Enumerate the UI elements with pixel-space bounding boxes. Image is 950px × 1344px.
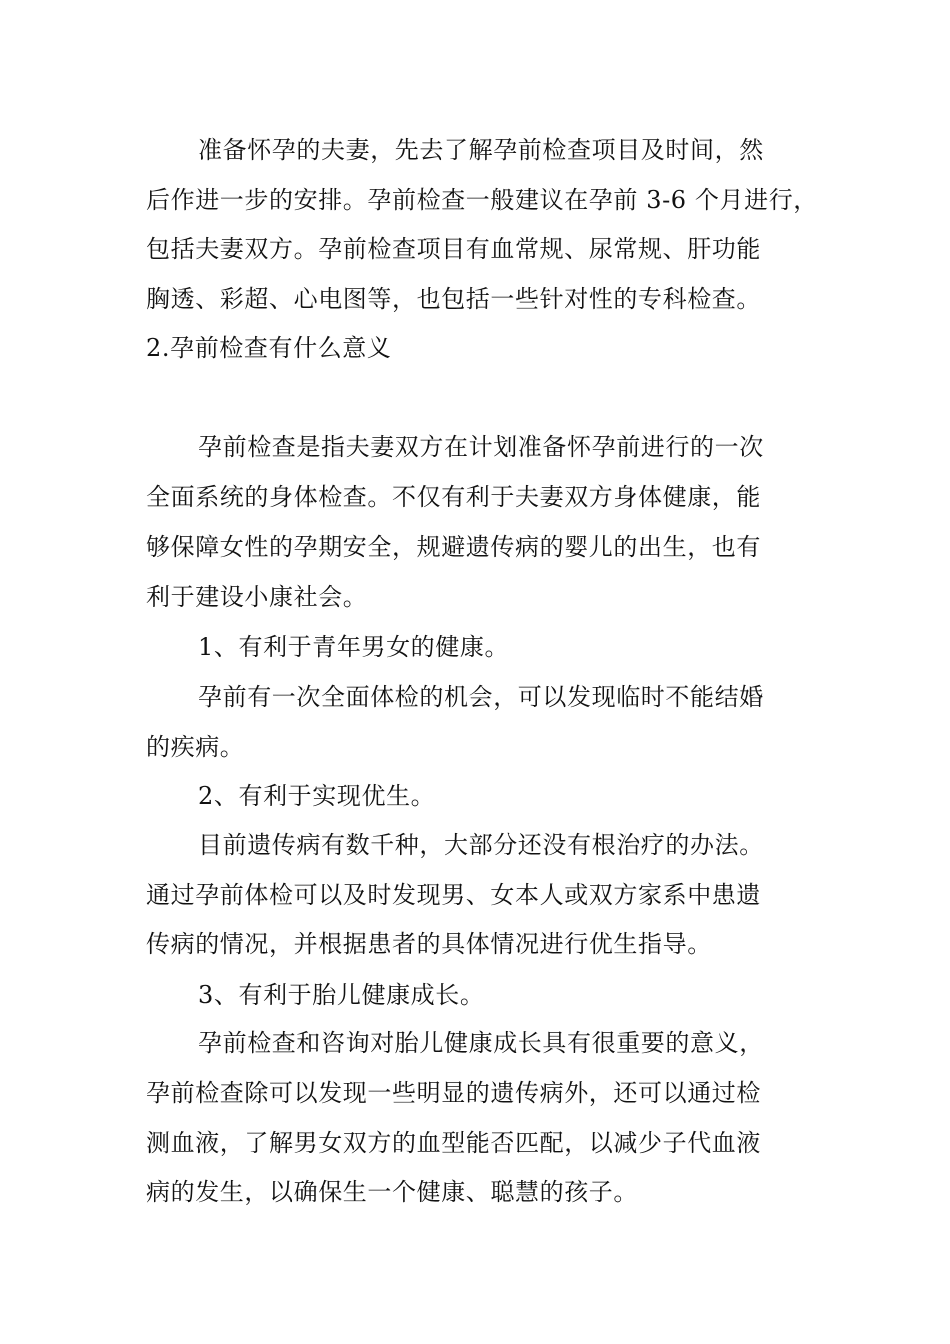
paragraph-line: 够保障女性的孕期安全，规避遗传病的婴儿的出生，也有 xyxy=(146,533,761,561)
paragraph-line: 后作进一步的安排。孕前检查一般建议在孕前 3-6 个月进行， xyxy=(146,186,818,214)
paragraph-line: 孕前检查是指夫妻双方在计划准备怀孕前进行的一次 xyxy=(198,433,764,461)
paragraph-line: 测血液，了解男女双方的血型能否匹配，以减少子代血液 xyxy=(146,1129,761,1157)
paragraph-line: 孕前检查和咨询对胎儿健康成长具有很重要的意义， xyxy=(198,1029,764,1057)
list-heading: 1、有利于青年男女的健康。 xyxy=(198,633,510,661)
paragraph-line: 的疾病。 xyxy=(146,733,245,761)
list-heading: 2、有利于实现优生。 xyxy=(198,782,436,810)
paragraph-line: 传病的情况，并根据患者的具体情况进行优生指导。 xyxy=(146,930,712,958)
paragraph-line: 包括夫妻双方。孕前检查项目有血常规、尿常规、肝功能 xyxy=(146,235,761,263)
paragraph-line: 利于建设小康社会。 xyxy=(146,583,368,611)
paragraph-line: 目前遗传病有数千种，大部分还没有根治疗的办法。 xyxy=(198,831,764,859)
paragraph-line: 胸透、彩超、心电图等，也包括一些针对性的专科检查。 xyxy=(146,285,761,313)
paragraph-line: 病的发生，以确保生一个健康、聪慧的孩子。 xyxy=(146,1178,638,1206)
paragraph-line: 孕前有一次全面体检的机会，可以发现临时不能结婚 xyxy=(198,683,764,711)
paragraph-line: 全面系统的身体检查。不仅有利于夫妻双方身体健康，能 xyxy=(146,483,761,511)
section-heading: 2.孕前检查有什么意义 xyxy=(146,334,392,362)
list-heading: 3、有利于胎儿健康成长。 xyxy=(198,981,485,1009)
paragraph-line: 准备怀孕的夫妻，先去了解孕前检查项目及时间，然 xyxy=(198,136,764,164)
paragraph-line: 孕前检查除可以发现一些明显的遗传病外，还可以通过检 xyxy=(146,1079,761,1107)
paragraph-line: 通过孕前体检可以及时发现男、女本人或双方家系中患遗 xyxy=(146,881,761,909)
